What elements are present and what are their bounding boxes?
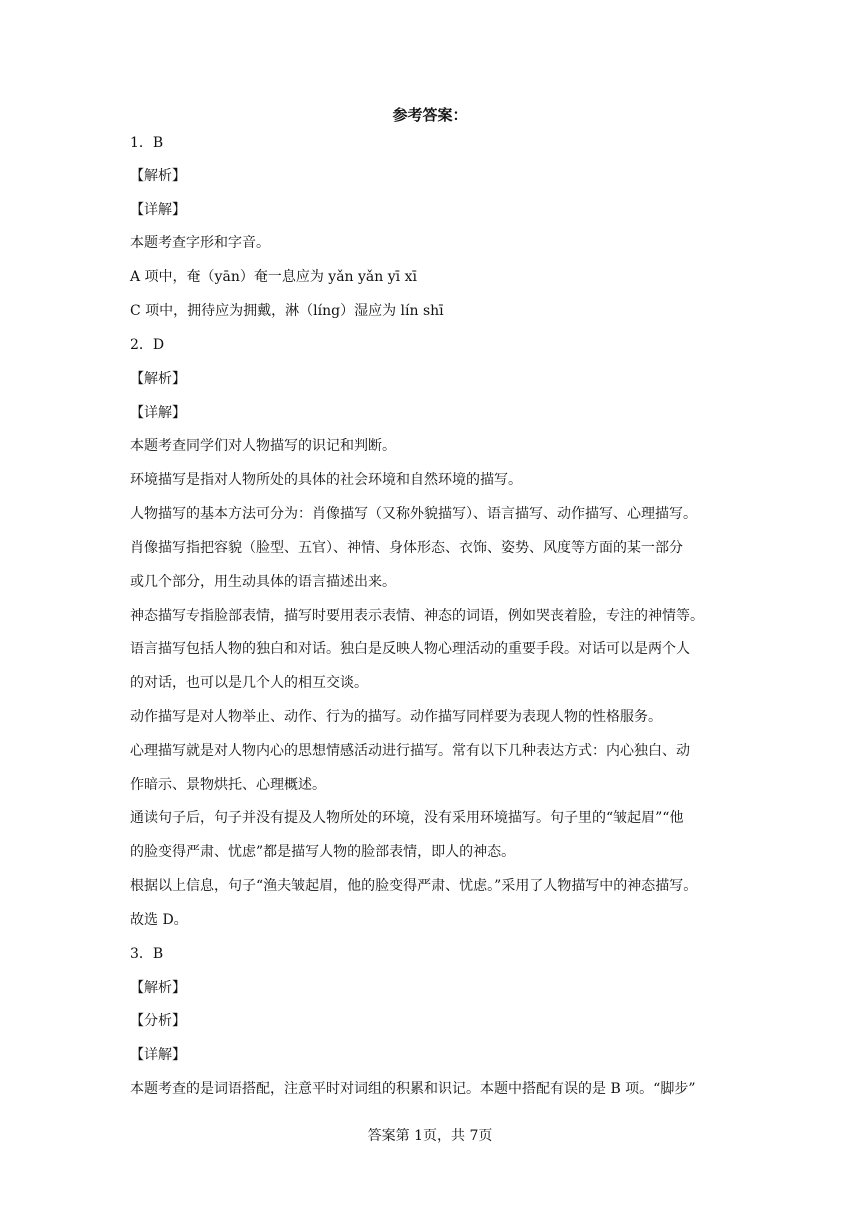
text-line: C 项中，拥待应为拥戴，淋（líng）湿应为 lín shī: [130, 303, 444, 319]
text-line: 通读句子后，句子并没有提及人物所处的环境，没有采用环境描写。句子里的“皱起眉”“他: [130, 810, 684, 826]
page-footer: 答案第 1页，共 7页: [367, 1128, 493, 1144]
section-breakdown-label: 【分析】: [130, 1013, 186, 1029]
answer-number-1: 1．B: [130, 135, 164, 151]
section-analysis-label: 【解析】: [130, 168, 186, 184]
text-line: 本题考查同学们对人物描写的识记和判断。: [130, 438, 396, 454]
text-line: 本题考查的是词语搭配，注意平时对词组的积累和识记。本题中搭配有误的是 B 项。“脚步”: [130, 1081, 696, 1097]
text-line: 肖像描写指把容貌（脸型、五官）、神情、身体形态、衣饰、姿势、风度等方面的某一部分: [130, 540, 683, 556]
text-line: 或几个部分，用生动具体的语言描述出来。: [130, 574, 396, 590]
section-detail-label: 【详解】: [130, 405, 186, 421]
section-analysis-label: 【解析】: [130, 371, 186, 387]
section-detail-label: 【详解】: [130, 1047, 186, 1063]
text-line: 心理描写就是对人物内心的思想情感活动进行描写。常有以下几种表达方式：内心独白、动: [130, 743, 690, 759]
text-line: 语言描写包括人物的独白和对话。独白是反映人物心理活动的重要手段。对话可以是两个人: [130, 641, 690, 657]
section-detail-label: 【详解】: [130, 202, 186, 218]
text-line: 本题考查字形和字音。: [130, 235, 270, 251]
text-line: 的对话，也可以是几个人的相互交谈。: [130, 675, 368, 691]
text-line: 人物描写的基本方法可分为：肖像描写（又称外貌描写）、语言描写、动作描写、心理描写。: [130, 506, 697, 522]
text-line: 故选 D。: [130, 912, 188, 928]
answer-number-3: 3．B: [130, 946, 164, 962]
text-line: 的脸变得严肃、忧虑”都是描写人物的脸部表情，即人的神态。: [130, 844, 516, 860]
text-line: 作暗示、景物烘托、心理概述。: [130, 777, 326, 793]
page-title: 参考答案：: [392, 106, 468, 124]
section-analysis-label: 【解析】: [130, 980, 186, 996]
text-line: 神态描写专指脸部表情，描写时要用表示表情、神态的词语，例如哭丧着脸，专注的神情等。: [130, 608, 704, 624]
text-line: A 项中，奄（yān）奄一息应为 yǎn yǎn yī xī: [130, 269, 417, 285]
text-line: 根据以上信息，句子“渔夫皱起眉，他的脸变得严肃、忧虑。”采用了人物描写中的神态描写。: [130, 878, 698, 894]
text-line: 动作描写是对人物举止、动作、行为的描写。动作描写同样要为表现人物的性格服务。: [130, 709, 662, 725]
answer-number-2: 2．D: [130, 337, 165, 353]
text-line: 环境描写是指对人物所处的具体的社会环境和自然环境的描写。: [130, 472, 522, 488]
